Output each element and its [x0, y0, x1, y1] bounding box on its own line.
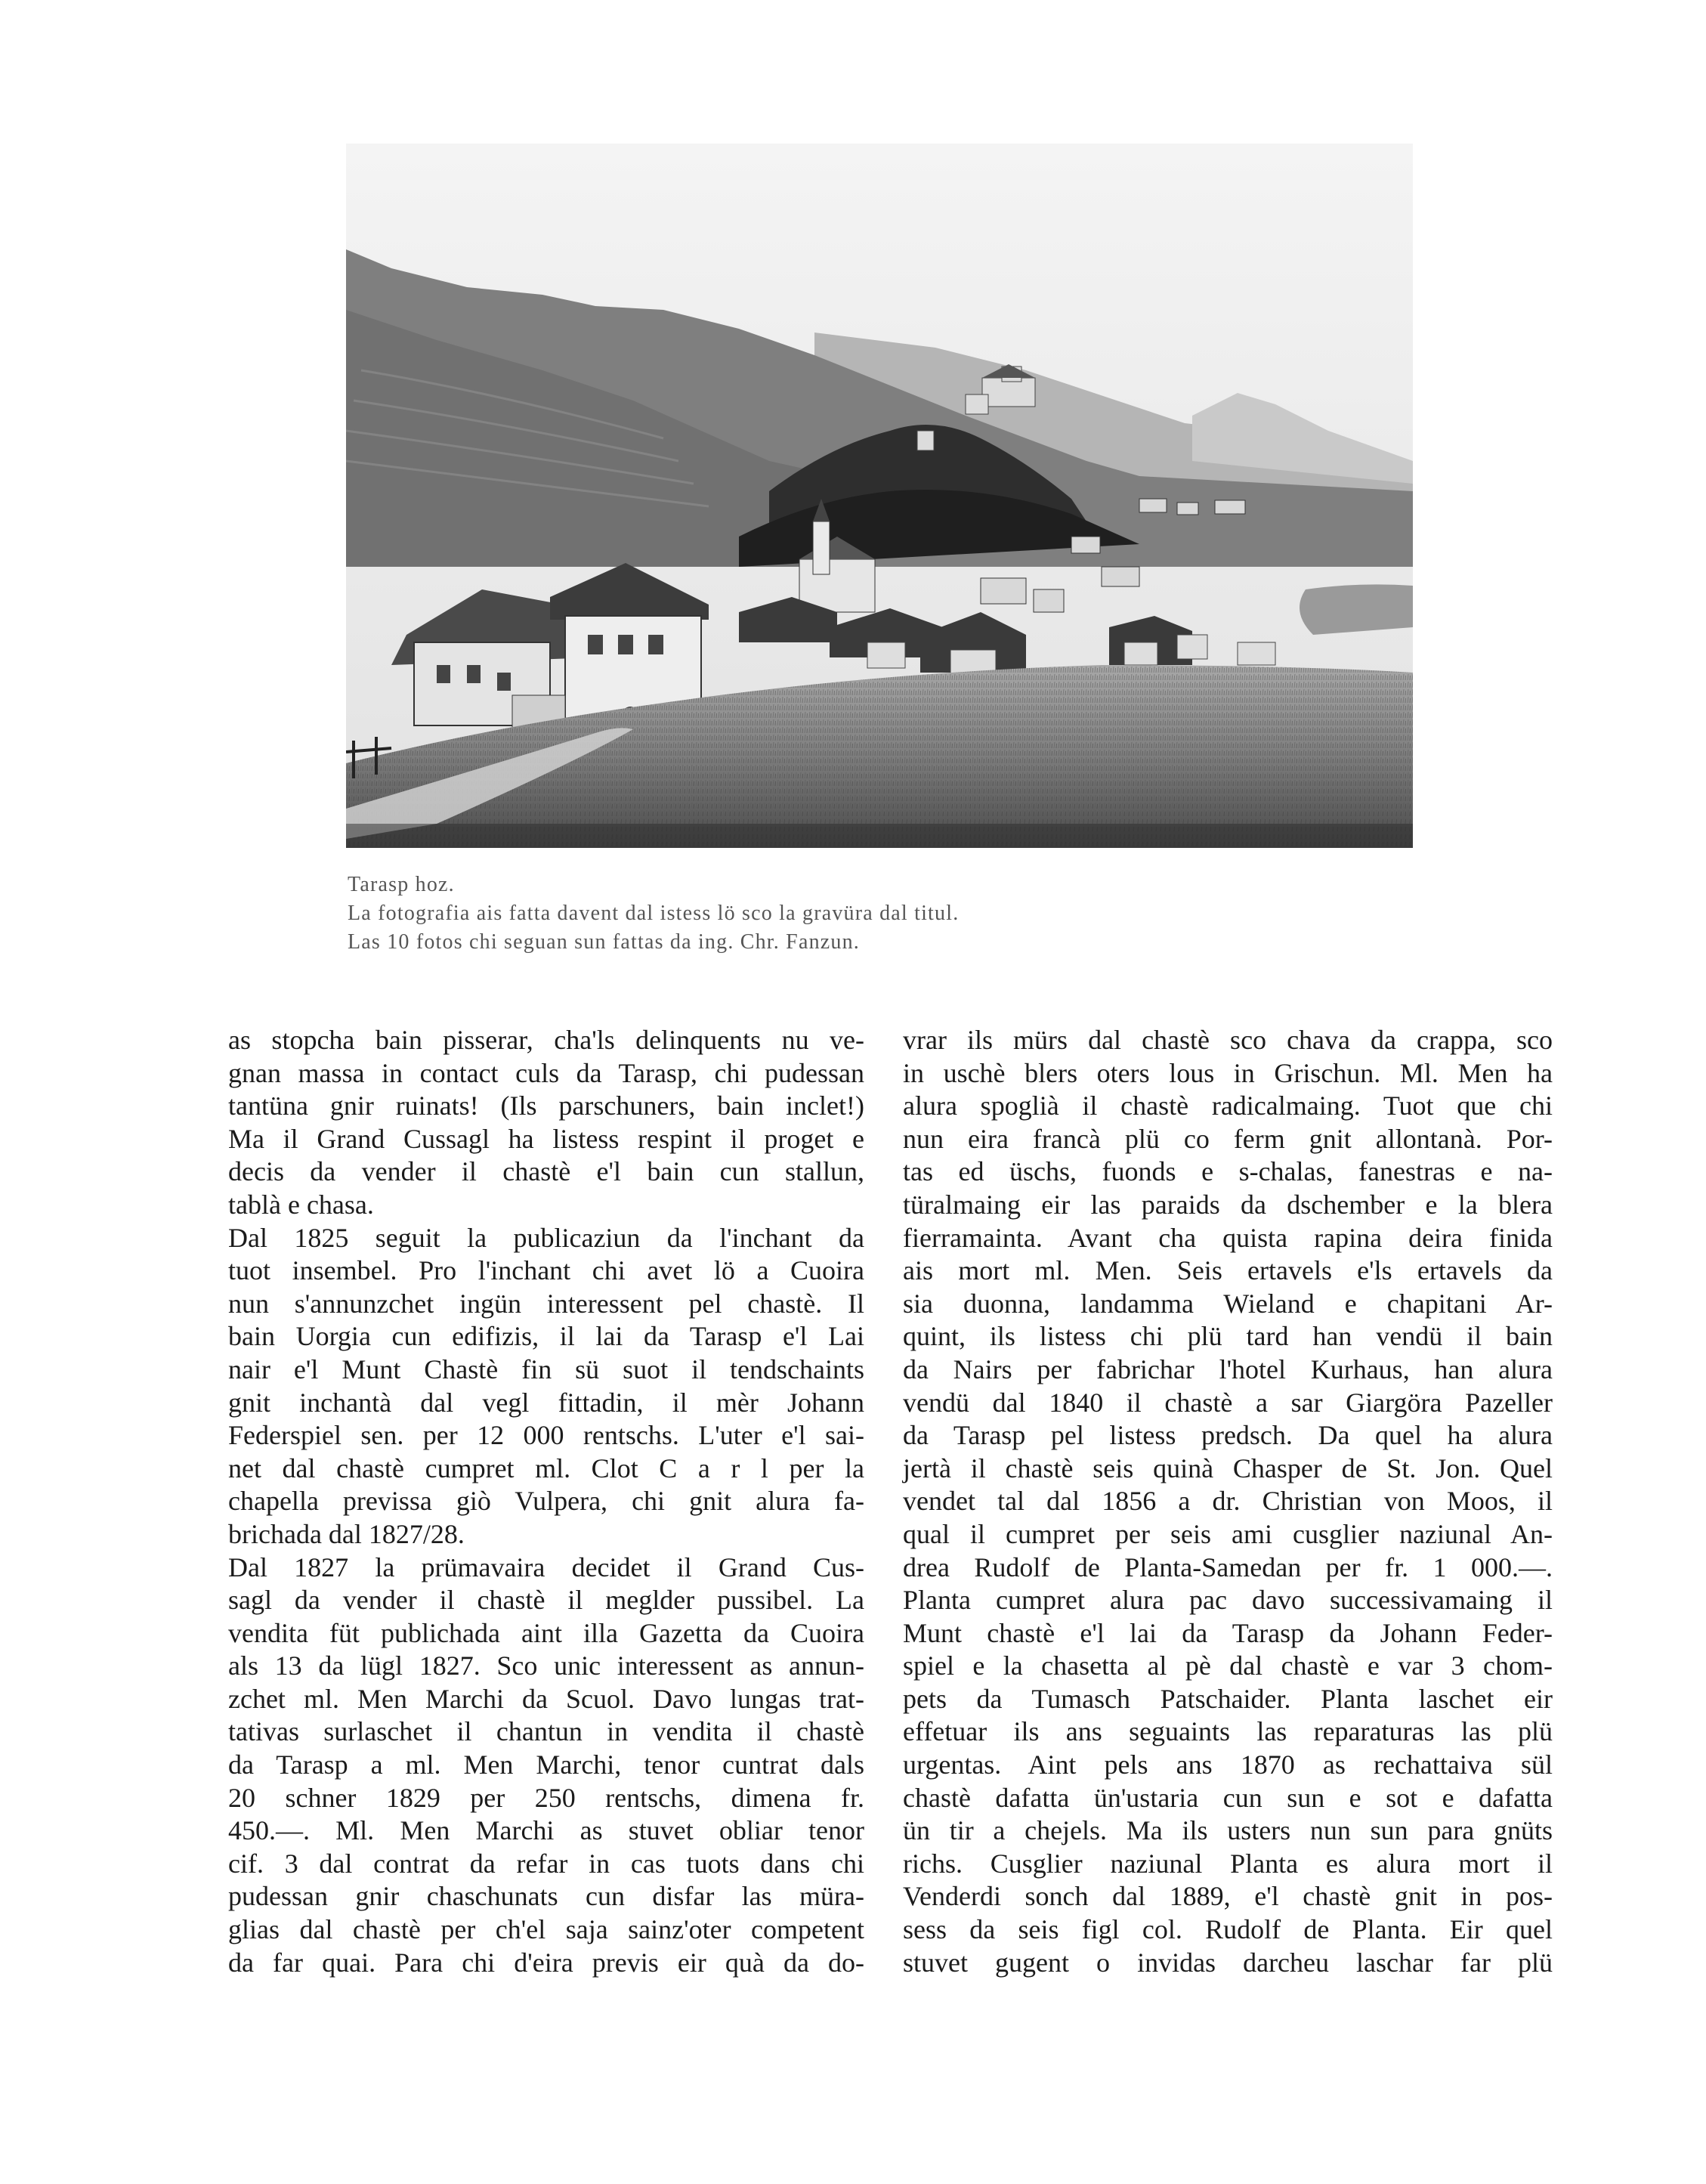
text-line: effetuar ils ans seguaints las reparaturas las plü	[903, 1716, 1553, 1747]
photo-tarasp	[346, 144, 1413, 848]
text-line: da Tarasp a ml. Men Marchi, tenor cuntrat dals	[228, 1749, 864, 1780]
text-line: alura spoglià il chastè radicalmaing. Tuot que chi	[903, 1090, 1553, 1121]
text-line: ün tir a chejels. Ma ils usters nun sun para gnüts	[903, 1815, 1553, 1846]
text-line: vrar ils mürs dal chastè sco chava da crappa, sco	[903, 1025, 1553, 1055]
figure-caption	[348, 871, 1405, 957]
text-line: Munt chastè e'l lai da Tarasp da Johann Feder-	[903, 1617, 1553, 1648]
text-line: Federspiel sen. per 12 000 rentschs. L'uter e'l sai-	[228, 1420, 864, 1451]
text-line: chapella previssa giò Vulpera, chi gnit alura fa-	[228, 1486, 864, 1517]
text-line: als 13 da lügl 1827. Sco unic interessent as annun-	[228, 1650, 864, 1681]
text-line: nun s'annunzchet ingün interessent pel chastè. Il	[228, 1288, 864, 1319]
text-line: brichada dal 1827/28.	[228, 1518, 465, 1549]
text-line: vendita füt publichada aint illa Gazetta da Cuoira	[228, 1617, 864, 1648]
text-line: drea Rudolf de Planta-Samedan per fr. 1 000.—.	[903, 1551, 1553, 1582]
text-line: Dal 1825 seguit la publicaziun da l'inchant da	[228, 1222, 864, 1253]
caption-line: La fotografia ais fatta davent dal istess lö sco la gravüra dal titul.	[348, 902, 960, 925]
text-line: pudessan gnir chaschunats cun disfar las müra-	[228, 1881, 864, 1912]
text-line: net dal chastè cumpret ml. Clot C a r l per la	[228, 1452, 864, 1483]
text-line: gnan massa in contact culs da Tarasp, chi pudessan	[228, 1057, 864, 1088]
text-line: quint, ils listess chi plü tard han vendü il bain	[903, 1321, 1553, 1352]
text-line: urgentas. Aint pels ans 1870 as rechattaiva sül	[903, 1749, 1553, 1780]
text-line: bain Uorgia cun edifizis, il lai da Tarasp e'l Lai	[228, 1321, 864, 1352]
text-line: spiel e la chasetta al pè dal chastè e var 3 chom-	[903, 1650, 1553, 1681]
text-line: sia duonna, landamma Wieland e chapitani Ar-	[903, 1288, 1553, 1319]
text-line: 20 schner 1829 per 250 rentschs, dimena fr.	[228, 1782, 864, 1813]
text-line: tativas surlaschet il chantun in vendita il chastè	[228, 1716, 864, 1747]
text-line: richs. Cusglier naziunal Planta es alura mort il	[903, 1848, 1553, 1879]
text-line: pets da Tumasch Patschaider. Planta laschet eir	[903, 1683, 1553, 1714]
text-line: sess da seis figl col. Rudolf de Planta. Eir quel	[903, 1914, 1553, 1945]
text-line: stuvet gugent o invidas darcheu laschar far plü	[903, 1947, 1553, 1978]
text-line: da Nairs per fabrichar l'hotel Kurhaus, han alura	[903, 1353, 1553, 1384]
text-line: cif. 3 dal contrat da refar in cas tuots dans chi	[228, 1848, 864, 1879]
photo-image	[346, 144, 1413, 848]
text-line: in uschè blers oters lous in Grischun. Ml. Men ha	[903, 1057, 1553, 1088]
text-line: türalmaing eir las paraids da dschember e la blera	[903, 1189, 1553, 1220]
text-line: sagl da vender il chastè il meglder pussibel. La	[228, 1585, 864, 1616]
text-line: da Tarasp pel listess predsch. Da quel ha alura	[903, 1420, 1553, 1451]
text-line: Venderdi sonch dal 1889, e'l chastè gnit in pos-	[903, 1881, 1553, 1912]
text-line: da far quai. Para chi d'eira previs eir quà da do-	[228, 1947, 864, 1978]
text-line: tuot insembel. Pro l'inchant chi avet lö a Cuoira	[228, 1255, 864, 1286]
text-line: nun eira francà plü co ferm gnit allontanà. Por-	[903, 1123, 1553, 1154]
text-line: chastè dafatta ün'ustaria cun sun e sot e dafatta	[903, 1782, 1553, 1813]
text-line: vendü dal 1840 il chastè a sar Giargöra Pazeller	[903, 1387, 1553, 1418]
text-line: tantüna gnir ruinats! (Ils parschuners, bain inclet!)	[228, 1090, 864, 1121]
text-line: vendet tal dal 1856 a dr. Christian von Moos, il	[903, 1486, 1553, 1517]
text-line: qual il cumpret per seis ami cusglier naziunal An-	[903, 1518, 1553, 1549]
text-line: jertà il chastè seis quinà Chasper de St. Jon. Quel	[903, 1452, 1553, 1483]
text-line: glias dal chastè per ch'el saja sainz'oter competent	[228, 1914, 864, 1945]
text-line: decis da vender il chastè e'l bain cun stallun,	[228, 1156, 864, 1187]
text-line: 450.—. Ml. Men Marchi as stuvet obliar tenor	[228, 1815, 864, 1846]
left-column	[228, 1024, 864, 1979]
text-line: gnit inchantà dal vegl fittadin, il mèr Johann	[228, 1387, 864, 1418]
text-line: nair e'l Munt Chastè fin sü suot il tendschaints	[228, 1353, 864, 1384]
text-line: tablà e chasa.	[228, 1189, 374, 1220]
caption-line: Tarasp hoz.	[348, 873, 455, 896]
text-line: fierramainta. Avant cha quista rapina deira finida	[903, 1222, 1553, 1253]
right-column	[903, 1024, 1553, 1979]
text-line: zchet ml. Men Marchi da Scuol. Davo lungas trat-	[228, 1683, 864, 1714]
text-line: Dal 1827 la prümavaira decidet il Grand Cus-	[228, 1551, 864, 1582]
caption-line: Las 10 fotos chi seguan sun fattas da ing. Chr. Fanzun.	[348, 930, 861, 954]
text-line: as stopcha bain pisserar, cha'ls delinquents nu ve-	[228, 1025, 864, 1055]
text-line: Ma il Grand Cussagl ha listess respint il proget e	[228, 1123, 864, 1154]
text-line: ais mort ml. Men. Seis ertavels e'ls ertavels da	[903, 1255, 1553, 1286]
text-line: Planta cumpret alura pac davo successivamaing il	[903, 1585, 1553, 1616]
text-line: tas ed üschs, fuonds e s-chalas, fanestras e na-	[903, 1156, 1553, 1187]
